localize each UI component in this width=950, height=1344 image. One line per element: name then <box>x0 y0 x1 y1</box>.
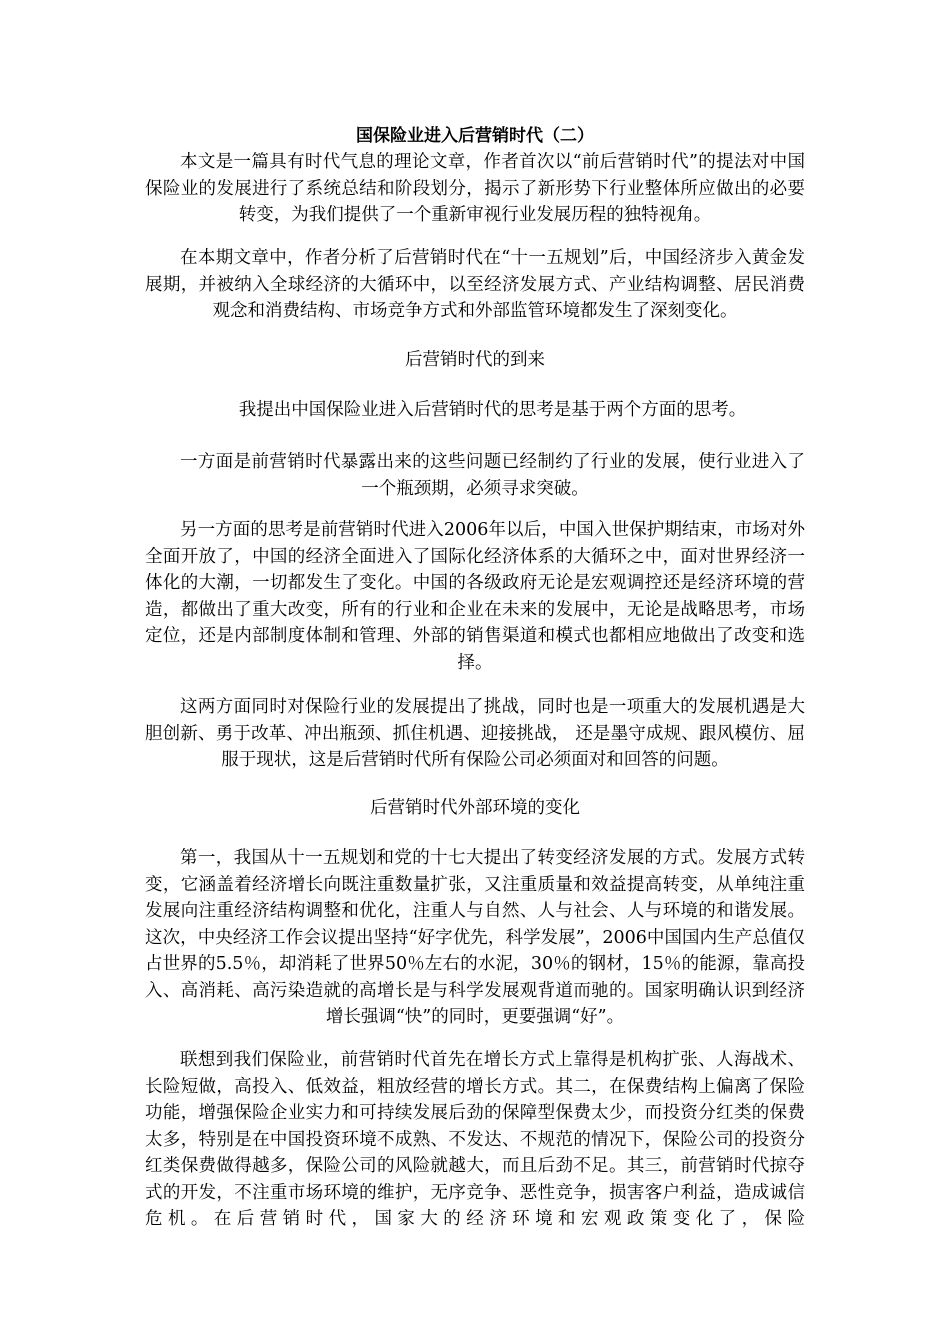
body-paragraph: 一方面是前营销时代暴露出来的这些问题已经制约了行业的发展，使行业进入了一个瓶颈期，必须寻求突破。 <box>180 452 805 499</box>
body-paragraph: 这两方面同时对保险行业的发展提出了挑战，同时也是一项重大的发展机遇是大胆创新、勇于改革、冲出瓶颈、抓住机遇、迎接挑战， 还是墨守成规、跟风模仿、屈服于现状，这是后营销时代所有保险公司必须面对和回答的问题。 <box>145 697 805 770</box>
section-heading: 后营销时代的到来 <box>405 350 545 370</box>
body-paragraph: 联想到我们保险业，前营销时代首先在增长方式上靠得是机构扩张、人海战术、长险短做，高投入、低效益，粗放经营的增长方式。其二，在保费结构上偏离了保险功能，增强保险企业实力和可持续发展后劲的保障型保费太少，而投资分红类的保费太多，特别是在中国投资环境不成熟、不发达、不规范的情况下，保险公司的投资分红类保费做得越多，保险公司的风险就越大，而且后劲不足。其三，前营销时代掠夺式的开发，不注重市场环境的维护，无序竞争、恶性竞争，损害客户利益，造成诚信危机。在后营销时代，国家大的经济环境和宏观政策变化了，保险 <box>145 1050 805 1229</box>
body-paragraph: 第一，我国从十一五规划和党的十七大提出了转变经济发展的方式。发展方式转变，它涵盖着经济增长向既注重数量扩张，又注重质量和效益提高转变，从单纯注重发展向注重经济结构调整和优化，注重人与自然、人与社会、人与环境的和谐发展。这次，中央经济工作会议提出坚持“好字优先，科学发展”，2006中国国内生产总值仅占世界的5.5％，却消耗了世界50％左右的水泥，30％的钢材，15％的能源，靠高投入、高消耗、高污染造就的高增长是与科学发展观背道而驰的。国家明确认识到经济增长强调“快”的同时，更要强调“好”。 <box>145 848 805 1027</box>
intro-paragraph: 本文是一篇具有时代气息的理论文章，作者首次以“前后营销时代”的提法对中国保险业的发展进行了系统总结和阶段划分，揭示了新形势下行业整体所应做出的必要转变，为我们提供了一个重新审视行业发展历程的独特视角。 <box>145 152 805 225</box>
document-title: 国保险业进入后营销时代（二） <box>356 126 594 146</box>
body-paragraph: 我提出中国保险业进入后营销时代的思考是基于两个方面的思考。 <box>238 400 747 420</box>
section-heading: 后营销时代外部环境的变化 <box>370 798 580 818</box>
body-paragraph: 在本期文章中，作者分析了后营销时代在“十一五规划”后，中国经济步入黄金发展期，并被纳入全球经济的大循环中，以至经济发展方式、产业结构调整、居民消费观念和消费结构、市场竞争方式和外部监管环境都发生了深刻变化。 <box>145 248 805 321</box>
body-paragraph: 另一方面的思考是前营销时代进入2006年以后，中国入世保护期结束，市场对外全面开放了，中国的经济全面进入了国际化经济体系的大循环之中，面对世界经济一体化的大潮，一切都发生了变化。中国的各级政府无论是宏观调控还是经济环境的营造，都做出了重大改变，所有的行业和企业在未来的发展中，无论是战略思考，市场定位，还是内部制度体制和管理、外部的销售渠道和模式也都相应地做出了改变和选择。 <box>145 520 805 673</box>
